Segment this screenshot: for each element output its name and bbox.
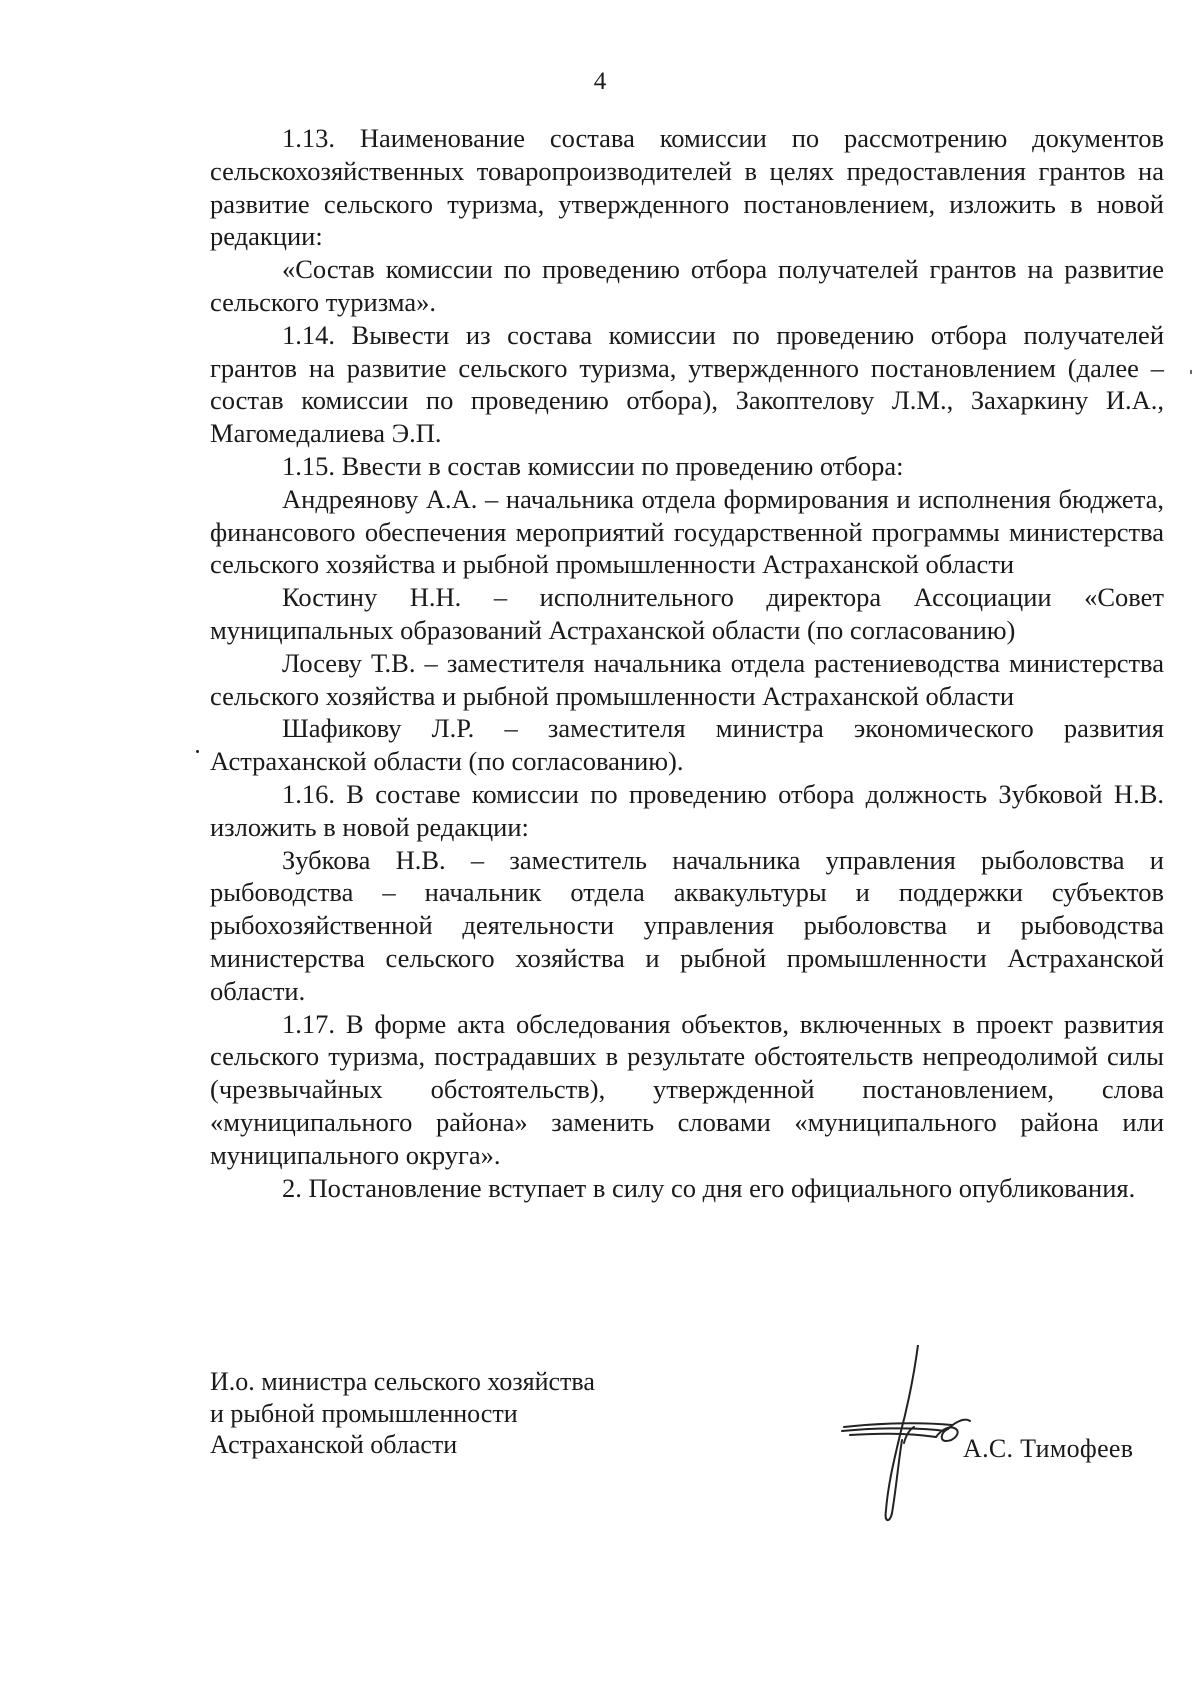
paragraph-1-14: 1.14. Вывести из состава комиссии по проведению отбора получателей грантов на развитие сельского туризма, утвержденного постановлением (далее – состав комиссии по проведению отбора), Закоптелову Л.М., Захаркину И.А., Магомедалиева Э.П. xyxy=(210,319,1164,449)
document-body xyxy=(210,122,1164,1204)
paragraph-2: 2. Постановление вступает в силу со дня его официального опубликования. xyxy=(282,1172,1136,1203)
paragraph-1-15: 1.15. Ввести в состав комиссии по проведению отбора: xyxy=(282,450,904,481)
member-loseva: Лосеву Т.В. – заместителя начальника отдела растениеводства министерства сельского хозяйства и рыбной промышленности Астраханской области xyxy=(210,647,1164,711)
paragraph-1-17: 1.17. В форме акта обследования объектов, включенных в проект развития сельского туризма, пострадавших в результате обстоятельств непреодолимой силы (чрезвычайных обстоятельств), утвержденной постановлением, слова «муниципального района» заменить словами «муниципального района или муниципального округа». xyxy=(210,1008,1164,1170)
signatory-position xyxy=(210,1366,595,1461)
scan-artifact-mark xyxy=(1190,370,1192,374)
signatory-name: А.С. Тимофеев xyxy=(963,1434,1134,1463)
member-kostina: Костину Н.Н. – исполнительного директора Ассоциации «Совет муниципальных образований Астраханской области (по согласованию) xyxy=(210,582,1164,645)
paragraph-1-16: 1.16. В составе комиссии по проведению отбора должность Зубковой Н.В. изложить в новой редакции: xyxy=(210,778,1164,842)
signatory-position-line-1: И.о. министра сельского хозяйства xyxy=(210,1367,595,1396)
paragraph-1-13: 1.13. Наименование состава комиссии по рассмотрению документов сельскохозяйственных товаропроизводителей в целях предоставления грантов на развитие сельского туризма, утвержденного постановлением, изложить в новой редакции: xyxy=(210,123,1164,252)
member-shafikova: Шафикову Л.Р. – заместителя министра экономического развития Астраханской области (по согласованию). xyxy=(210,713,1164,777)
member-zubkova: Зубкова Н.В. – заместитель начальника управления рыболовства и рыбоводства – начальник отдела аквакультуры и поддержки субъектов рыбохозяйственной деятельности управления рыболовства и рыбоводства министерства сельского хозяйства и рыбной промышленности Астраханской области. xyxy=(210,844,1164,1006)
member-andreyanova: Андреянову А.А. – начальника отдела формирования и исполнения бюджета, финансового обеспечения мероприятий государственной программы министерства сельского хозяйства и рыбной промышленности Астраханской области xyxy=(210,483,1164,580)
signatory-position-line-3: Астраханской области xyxy=(210,1430,458,1459)
page-number: 4 xyxy=(593,68,607,95)
scan-artifact-dot xyxy=(196,750,199,753)
paragraph-1-13-quote: «Состав комиссии по проведению отбора получателей грантов на развитие сельского туризма». xyxy=(210,254,1164,317)
signatory-position-line-2: и рыбной промышленности xyxy=(210,1398,518,1428)
